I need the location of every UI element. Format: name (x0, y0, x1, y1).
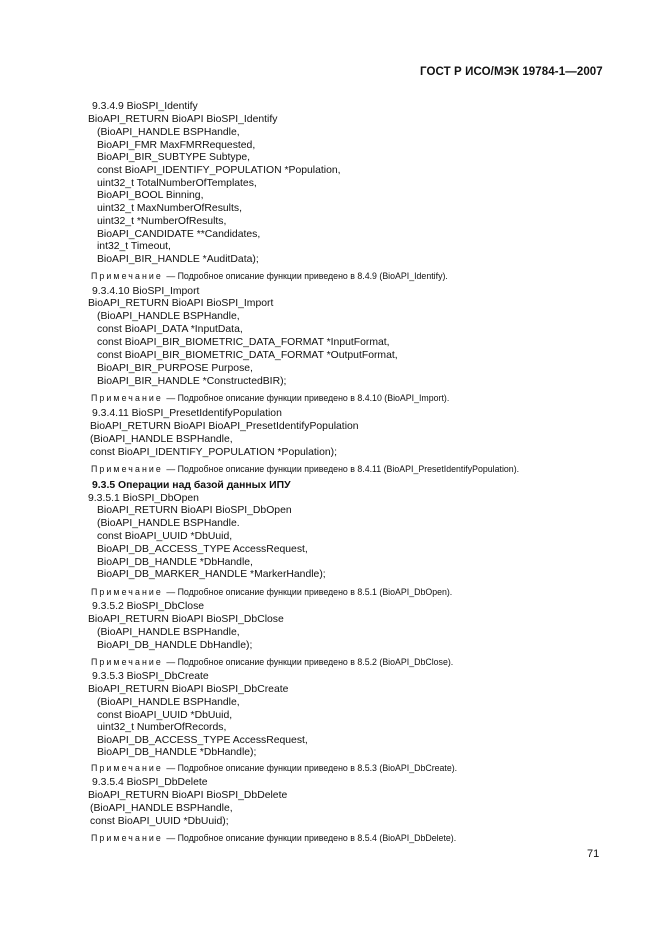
note (91, 393, 449, 404)
parameter-line: const BioAPI_BIR_BIOMETRIC_DATA_FORMAT *InputFormat, (97, 337, 390, 348)
section-heading: 9.3.4.10 BioSPI_Import (92, 286, 200, 297)
parameter-line: const BioAPI_IDENTIFY_POPULATION *Population, (97, 165, 341, 176)
parameter-line: int32_t Timeout, (97, 241, 171, 252)
parameter-line: BioAPI_BIR_SUBTYPE Subtype, (97, 152, 251, 163)
note-label: Примечание (91, 464, 163, 474)
function-signature: BioAPI_RETURN BioAPI BioSPI_DbClose (88, 614, 284, 625)
note-label: Примечание (91, 833, 163, 843)
parameter-line: BioAPI_BIR_HANDLE *AuditData); (97, 254, 259, 265)
parameter-line: (BioAPI_HANDLE BSPHandle, (97, 627, 240, 638)
parameter-line: const BioAPI_UUID *DbUuid, (97, 710, 233, 721)
section-heading: 9.3.5.1 BioSPI_DbOpen (88, 493, 199, 504)
note-text: — Подробное описание функции приведено в 8.4.10 (BioAPI_Import). (163, 393, 450, 403)
parameter-line: uint32_t TotalNumberOfTemplates, (97, 178, 257, 189)
parameter-line: BioAPI_DB_HANDLE DbHandle); (97, 640, 253, 651)
parameter-line: const BioAPI_BIR_BIOMETRIC_DATA_FORMAT *OutputFormat, (97, 350, 398, 361)
note-text: — Подробное описание функции приведено в 8.4.11 (BioAPI_PresetIdentifyPopulation). (163, 464, 520, 474)
page-number: 71 (587, 848, 600, 860)
parameter-line: (BioAPI_HANDLE BSPHandle, (97, 127, 240, 138)
parameter-line: (BioAPI_HANDLE BSPHandle, (97, 311, 240, 322)
function-signature: BioAPI_RETURN BioAPI BioSPI_DbCreate (88, 684, 289, 695)
parameter-line: BioAPI_DB_ACCESS_TYPE AccessRequest, (97, 544, 308, 555)
note-text: — Подробное описание функции приведено в 8.5.1 (BioAPI_DbOpen). (163, 587, 453, 597)
parameter-line: uint32_t MaxNumberOfResults, (97, 203, 242, 214)
note-label: Примечание (91, 393, 163, 403)
parameter-line: BioAPI_DB_HANDLE *DbHandle); (97, 747, 257, 758)
parameter-line: const BioAPI_UUID *DbUuid); (90, 816, 229, 827)
section-heading: 9.3.5.4 BioSPI_DbDelete (92, 777, 208, 788)
parameter-line: const BioAPI_DATA *InputData, (97, 324, 243, 335)
section-heading: 9.3.4.9 BioSPI_Identify (92, 101, 198, 112)
function-signature: BioAPI_RETURN BioAPI BioSPI_DbDelete (88, 790, 288, 801)
note (91, 271, 448, 282)
parameter-line: const BioAPI_UUID *DbUuid, (97, 531, 233, 542)
parameter-line: BioAPI_DB_ACCESS_TYPE AccessRequest, (97, 735, 308, 746)
parameter-line: (BioAPI_HANDLE BSPHandle, (90, 434, 233, 445)
note (91, 464, 519, 475)
section-heading: 9.3.5.3 BioSPI_DbCreate (92, 671, 209, 682)
parameter-line: BioAPI_BOOL Binning, (97, 190, 204, 201)
note-text: — Подробное описание функции приведено в 8.5.4 (BioAPI_DbDelete). (163, 833, 457, 843)
parameter-line: BioAPI_FMR MaxFMRRequested, (97, 140, 256, 151)
parameter-line: (BioAPI_HANDLE BSPHandle, (97, 697, 240, 708)
note-label: Примечание (91, 657, 163, 667)
function-signature: BioAPI_RETURN BioAPI BioSPI_Identify (88, 114, 278, 125)
parameter-line: const BioAPI_IDENTIFY_POPULATION *Population); (90, 447, 337, 458)
function-signature: BioAPI_RETURN BioAPI BioSPI_DbOpen (97, 505, 292, 516)
document-standard-header: ГОСТ Р ИСО/МЭК 19784-1—2007 (420, 66, 603, 78)
parameter-line: BioAPI_BIR_PURPOSE Purpose, (97, 363, 253, 374)
parameter-line: BioAPI_DB_HANDLE *DbHandle, (97, 557, 253, 568)
note (91, 833, 456, 844)
note-label: Примечание (91, 587, 163, 597)
note (91, 657, 453, 668)
note-label: Примечание (91, 271, 163, 281)
parameter-line: BioAPI_CANDIDATE **Candidates, (97, 229, 261, 240)
section-heading: 9.3.4.11 BioSPI_PresetIdentifyPopulation (92, 408, 282, 419)
note-text: — Подробное описание функции приведено в 8.5.3 (BioAPI_DbCreate). (163, 763, 458, 773)
subsection-heading: 9.3.5 Операции над базой данных ИПУ (92, 480, 291, 491)
note (91, 763, 457, 774)
note-text: — Подробное описание функции приведено в 8.5.2 (BioAPI_DbClose). (163, 657, 454, 667)
parameter-line: (BioAPI_HANDLE BSPHandle, (90, 803, 233, 814)
section-heading: 9.3.5.2 BioSPI_DbClose (92, 601, 205, 612)
parameter-line: BioAPI_BIR_HANDLE *ConstructedBIR); (97, 376, 287, 387)
function-signature: BioAPI_RETURN BioAPI BioAPI_PresetIdentifyPopulation (90, 421, 359, 432)
note-label: Примечание (91, 763, 163, 773)
parameter-line: uint32_t NumberOfRecords, (97, 722, 227, 733)
note (91, 587, 452, 598)
parameter-line: (BioAPI_HANDLE BSPHandle. (97, 518, 240, 529)
note-text: — Подробное описание функции приведено в 8.4.9 (BioAPI_Identify). (163, 271, 448, 281)
parameter-line: uint32_t *NumberOfResults, (97, 216, 227, 227)
function-signature: BioAPI_RETURN BioAPI BioSPI_Import (88, 298, 274, 309)
parameter-line: BioAPI_DB_MARKER_HANDLE *MarkerHandle); (97, 569, 326, 580)
